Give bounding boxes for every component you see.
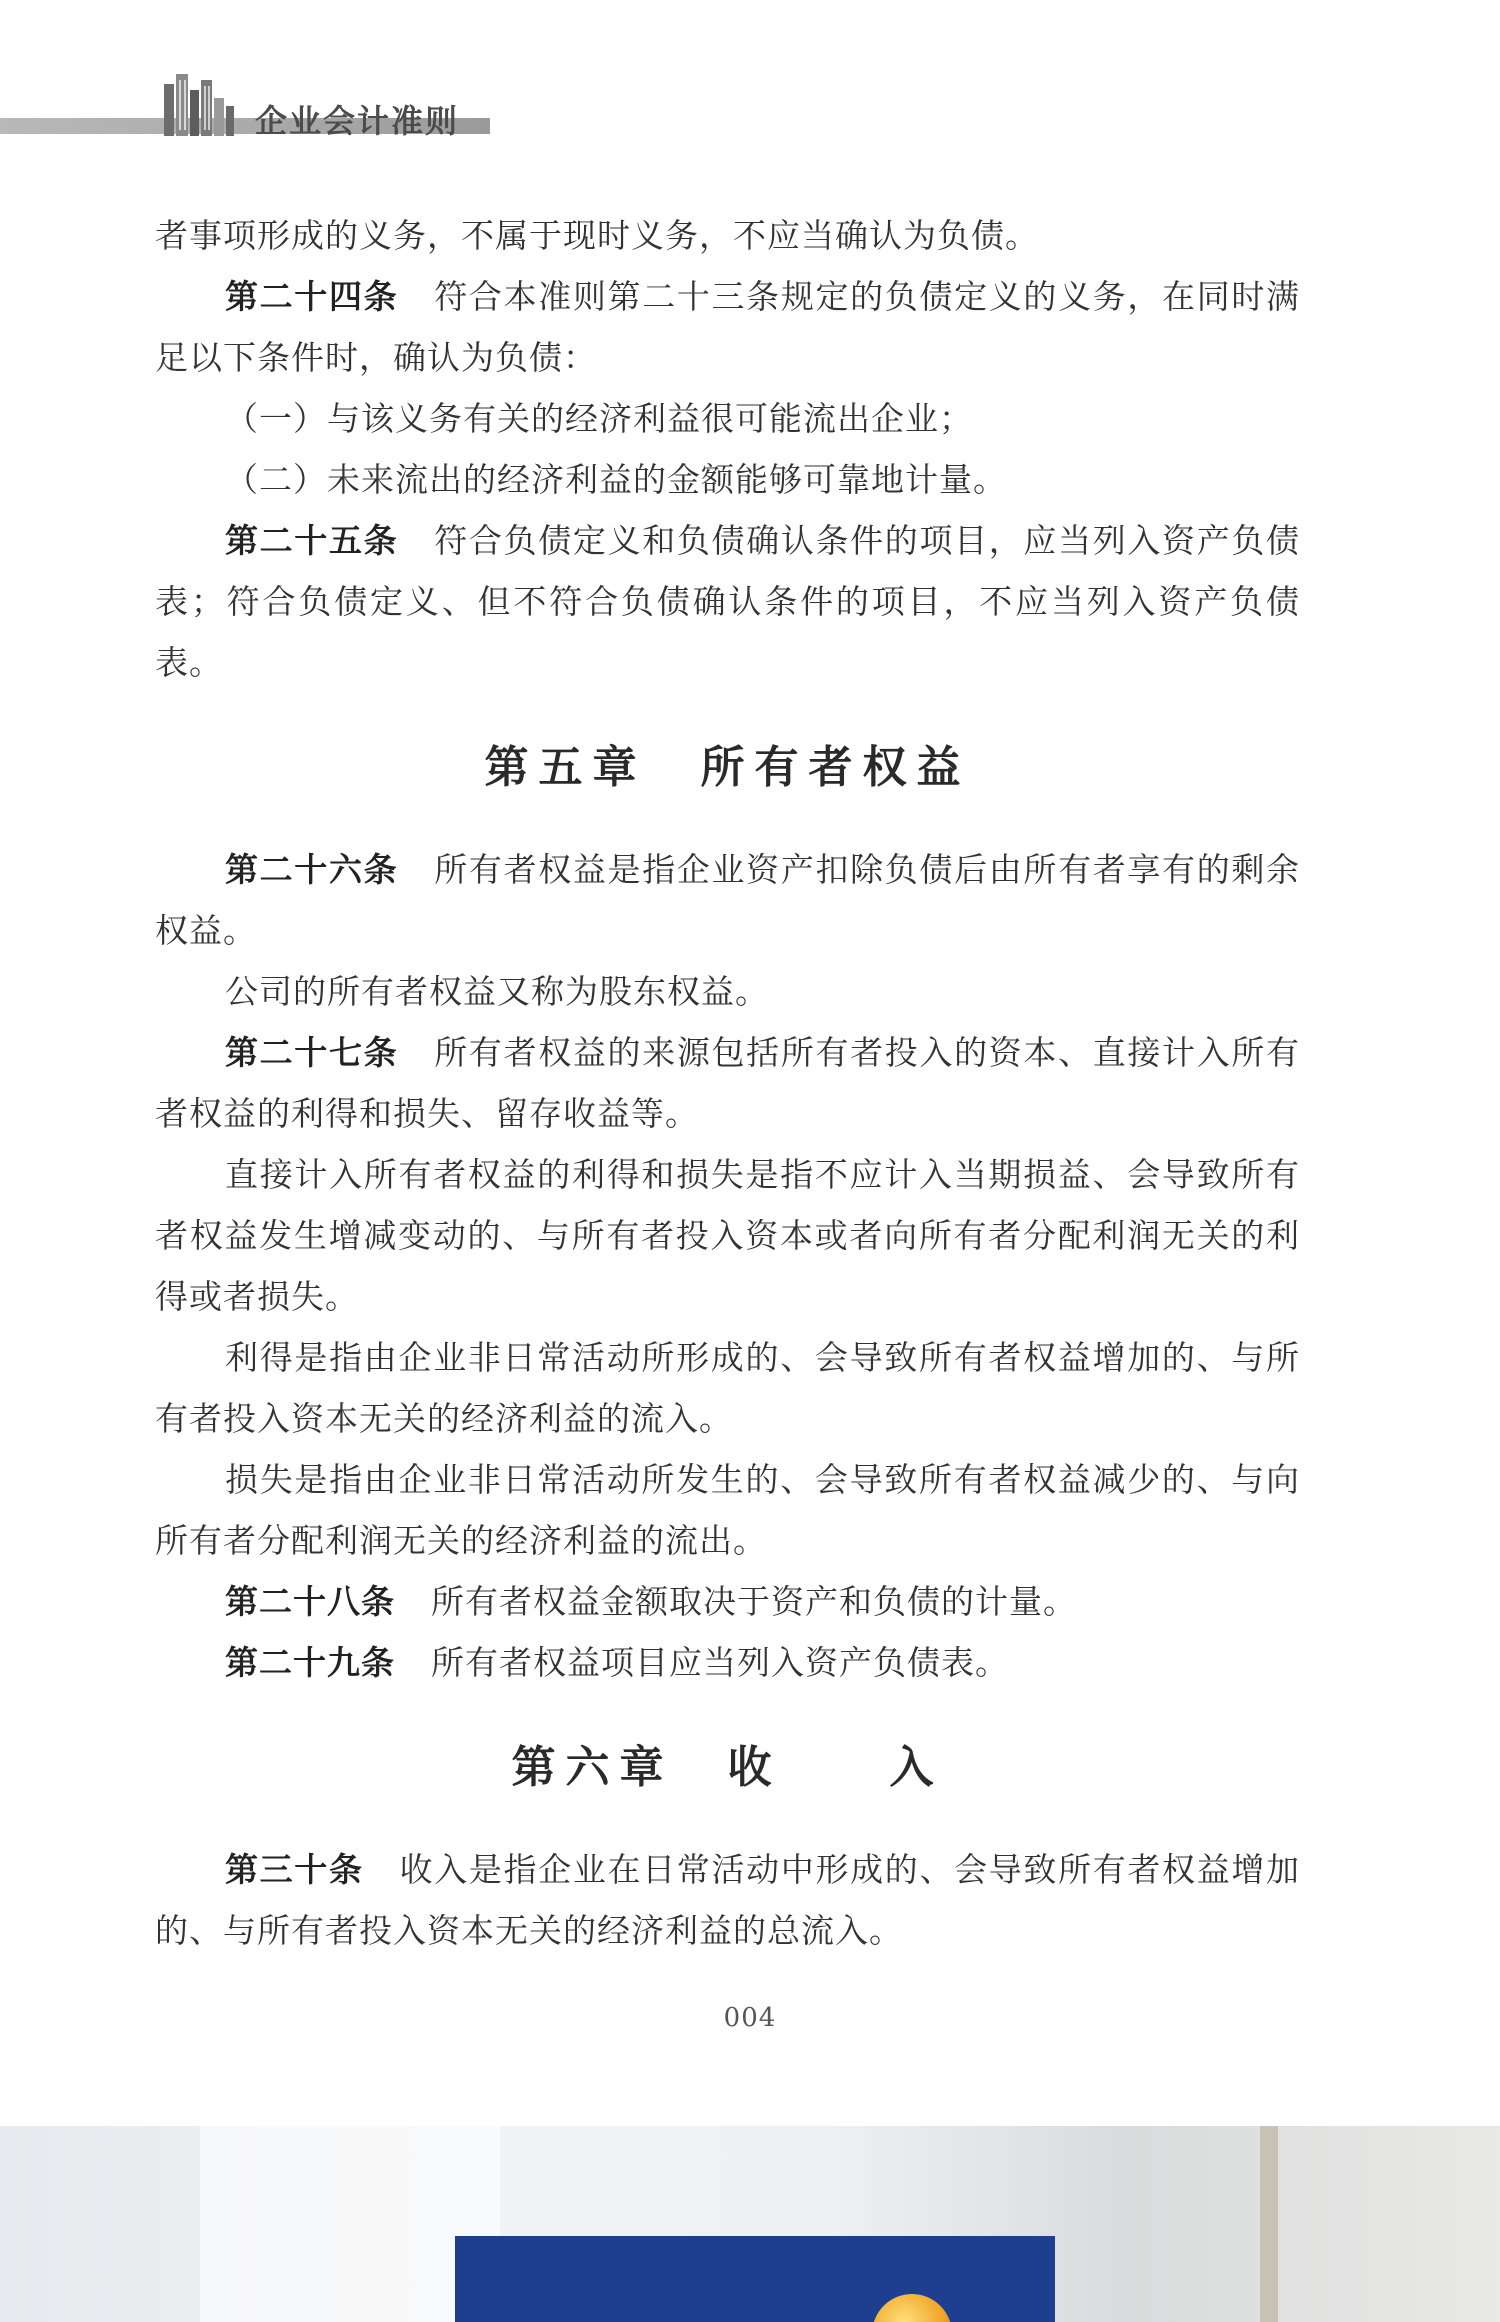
article-number: 第二十六条 bbox=[225, 850, 399, 889]
banner-post bbox=[1260, 2126, 1278, 2322]
section-owners-equity bbox=[155, 839, 1300, 1693]
paragraph-text: 符合本准则第二十三条规定的负债定义的义务，在同时满足以下条件时，确认为负债： bbox=[155, 277, 1301, 377]
paragraph bbox=[155, 1327, 1300, 1449]
paragraph bbox=[155, 1839, 1300, 1961]
paragraph-text: （一）与该义务有关的经济利益很可能流出企业； bbox=[225, 399, 973, 438]
article-number: 第三十条 bbox=[225, 1850, 364, 1889]
banner-blue-panel bbox=[455, 2236, 1055, 2322]
paragraph bbox=[155, 1632, 1300, 1693]
paragraph-text: 所有者权益是指企业资产扣除负债后由所有者享有的剩余权益。 bbox=[155, 850, 1301, 950]
bottom-banner-image bbox=[0, 2126, 1500, 2322]
paragraph bbox=[155, 205, 1300, 266]
paragraph-text: （二）未来流出的经济利益的金额能够可靠地计量。 bbox=[225, 460, 1007, 499]
paragraph-text: 收入是指企业在日常活动中形成的、会导致所有者权益增加的、与所有者投入资本无关的经济利益的总流入。 bbox=[155, 1850, 1301, 1950]
article-number: 第二十八条 bbox=[225, 1582, 395, 1621]
paragraph bbox=[155, 449, 1300, 510]
article-number: 第二十四条 bbox=[225, 277, 399, 316]
paragraph bbox=[155, 1449, 1300, 1571]
chapter-five-heading: 第五章 所有者权益 bbox=[484, 742, 971, 793]
paragraph bbox=[155, 839, 1300, 961]
paragraph-text: 所有者权益的来源包括所有者投入的资本、直接计入所有者权益的利得和损失、留存收益等。 bbox=[155, 1033, 1301, 1133]
section-revenue bbox=[155, 1839, 1300, 1961]
chapter-six-heading: 第六章 收 入 bbox=[511, 1742, 944, 1793]
paragraph bbox=[155, 1022, 1300, 1144]
paragraph-text: 者事项形成的义务，不属于现时义务，不应当确认为负债。 bbox=[155, 216, 1039, 255]
document-body bbox=[155, 205, 1300, 1961]
paragraph-text: 公司的所有者权益又称为股东权益。 bbox=[225, 972, 769, 1011]
paragraph bbox=[155, 961, 1300, 1022]
article-number: 第二十五条 bbox=[225, 521, 399, 560]
city-buildings-icon bbox=[160, 70, 240, 136]
paragraph bbox=[155, 1144, 1300, 1327]
paragraph bbox=[155, 1571, 1300, 1632]
header-title: 企业会计准则 bbox=[255, 102, 460, 140]
paragraph-text: 所有者权益项目应当列入资产负债表。 bbox=[431, 1643, 1009, 1682]
paragraph-text: 直接计入所有者权益的利得和损失是指不应计入当期损益、会导致所有者权益发生增减变动的、与所有者投入资本或者向所有者分配利润无关的利得或者损失。 bbox=[155, 1155, 1300, 1316]
section-liabilities-end bbox=[155, 205, 1300, 693]
paragraph-text: 损失是指由企业非日常活动所发生的、会导致所有者权益减少的、与向所有者分配利润无关的经济利益的流出。 bbox=[155, 1460, 1300, 1560]
paragraph-text: 符合负债定义和负债确认条件的项目，应当列入资产负债表；符合负债定义、但不符合负债确认条件的项目，不应当列入资产负债表。 bbox=[155, 521, 1301, 682]
paragraph-text: 利得是指由企业非日常活动所形成的、会导致所有者权益增加的、与所有者投入资本无关的经济利益的流入。 bbox=[155, 1338, 1300, 1438]
article-number: 第二十七条 bbox=[225, 1033, 399, 1072]
paragraph bbox=[155, 388, 1300, 449]
paragraph bbox=[155, 510, 1300, 693]
page-number: 004 bbox=[723, 2003, 777, 2033]
article-number: 第二十九条 bbox=[225, 1643, 395, 1682]
paragraph bbox=[155, 266, 1300, 388]
running-header bbox=[0, 60, 500, 150]
paragraph-text: 所有者权益金额取决于资产和负债的计量。 bbox=[431, 1582, 1077, 1621]
